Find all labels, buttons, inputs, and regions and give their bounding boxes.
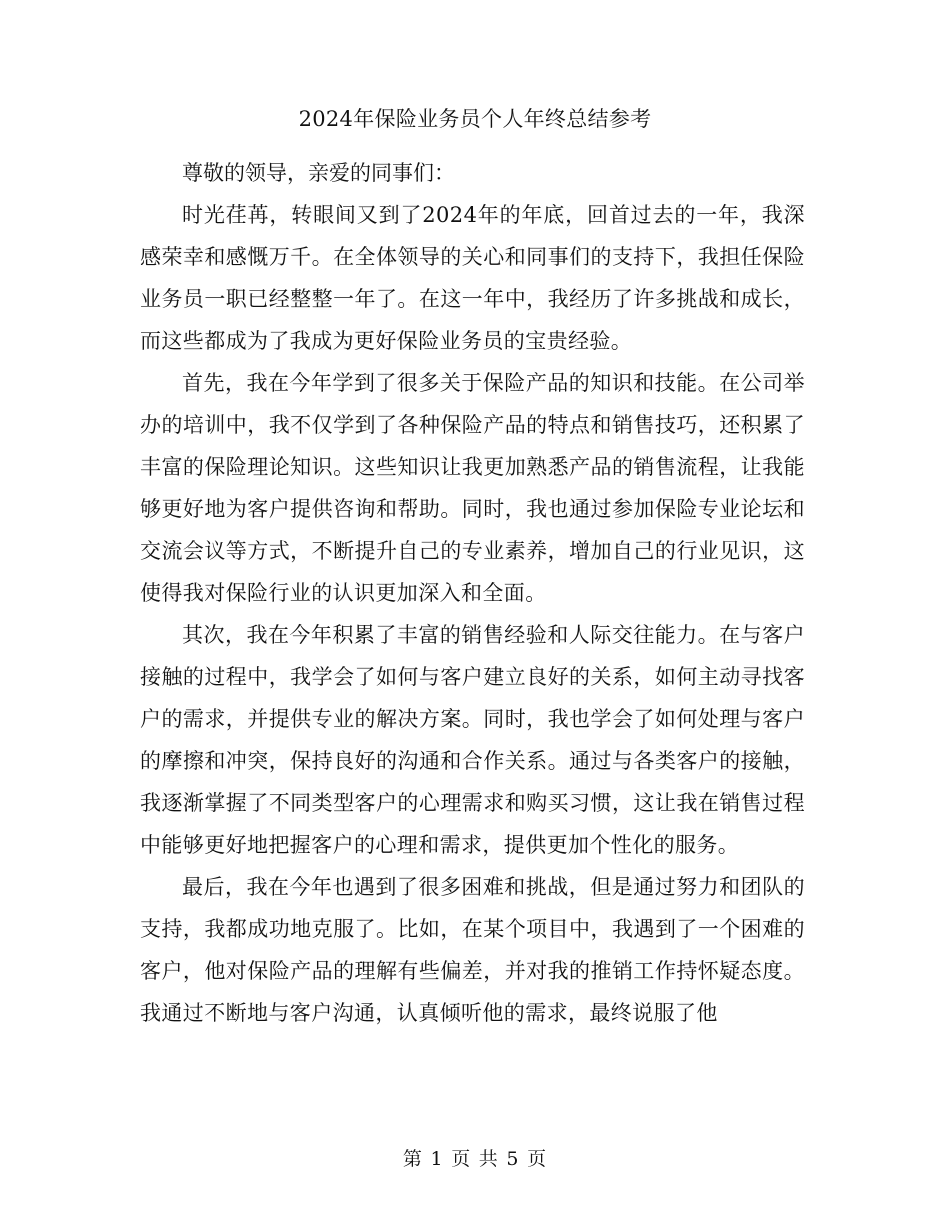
page-footer [0, 1145, 950, 1173]
footer-prefix: 第 [402, 1148, 423, 1170]
footer-suffix: 页 [527, 1148, 548, 1170]
footer-current-page: 1 [430, 1148, 444, 1170]
paragraph-4: 最后，我在今年也遇到了很多困难和挑战，但是通过努力和团队的支持，我都成功地克服了。比如，在某个项目中，我遇到了一个困难的客户，他对保险产品的理解有些偏差，并对我的推销工作持怀疑态度。我通过不断地与客户沟通，认真倾听他的需求，最终说服了他 [140, 875, 805, 1025]
footer-page-word: 页 [451, 1148, 472, 1170]
salutation: 尊敬的领导，亲爱的同事们： [182, 161, 455, 185]
paragraph-1: 时光荏苒，转眼间又到了2024年的年底，回首过去的一年，我深感荣幸和感慨万千。在全体领导的关心和同事们的支持下，我担任保险业务员一职已经整整一年了。在这一年中，我经历了许多挑战和成长，而这些都成为了我成为更好保险业务员的宝贵经验。 [140, 203, 805, 353]
footer-total-prefix: 共 [478, 1148, 499, 1170]
footer-total-pages: 5 [506, 1148, 520, 1170]
document-body [140, 152, 805, 1034]
paragraph-2: 首先，我在今年学到了很多关于保险产品的知识和技能。在公司举办的培训中，我不仅学到了各种保险产品的特点和销售技巧，还积累了丰富的保险理论知识。这些知识让我更加熟悉产品的销售流程，让我能够更好地为客户提供咨询和帮助。同时，我也通过参加保险专业论坛和交流会议等方式，不断提升自己的专业素养，增加自己的行业见识，这使得我对保险行业的认识更加深入和全面。 [140, 371, 805, 605]
paragraph-3: 其次，我在今年积累了丰富的销售经验和人际交往能力。在与客户接触的过程中，我学会了如何与客户建立良好的关系，如何主动寻找客户的需求，并提供专业的解决方案。同时，我也学会了如何处理与客户的摩擦和冲突，保持良好的沟通和合作关系。通过与各类客户的接触，我逐渐掌握了不同类型客户的心理需求和购买习惯，这让我在销售过程中能够更好地把握客户的心理和需求，提供更加个性化的服务。 [140, 623, 805, 857]
document-title: 2024年保险业务员个人年终总结参考 [298, 107, 652, 131]
